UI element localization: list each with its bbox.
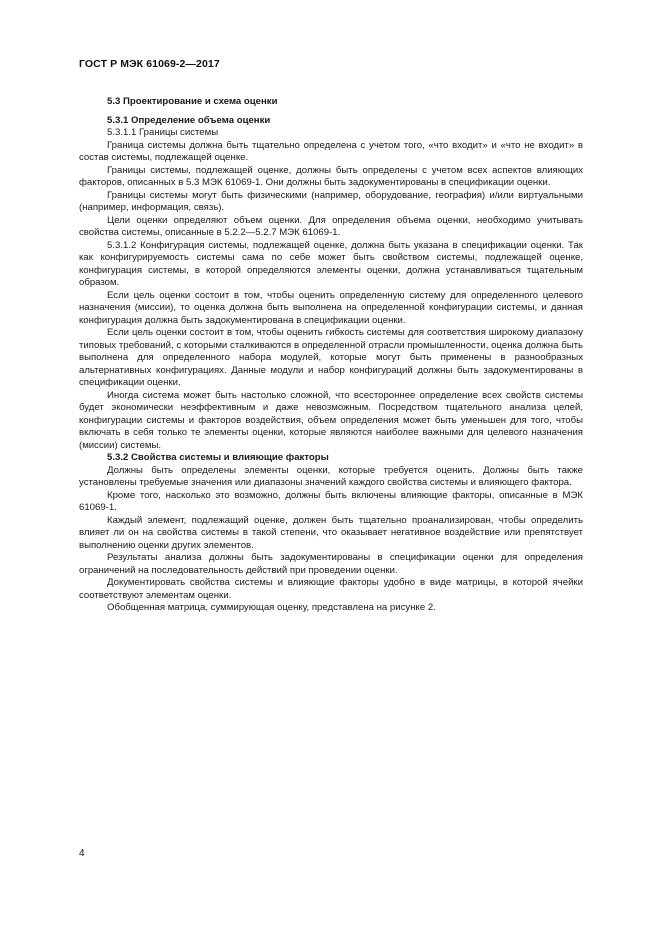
page-number: 4 (79, 848, 85, 859)
subsection-heading: 5.3.1 Определение объема оценки (107, 114, 271, 126)
paragraph: Цели оценки определяют объем оценки. Для определения объема оценки, необходимо учитывать свойства системы, описанные в 5.2.2—5.2.7 МЭК 61069-1. (79, 214, 583, 238)
standard-header: ГОСТ Р МЭК 61069-2—2017 (79, 58, 220, 70)
paragraph: Иногда система может быть настолько сложной, что всестороннее определение всех свойств системы будет экономически неэффективным и даже невозможным. Посредством тщательного анализа целей, конфигурации системы и факторов воздействия, объем определения может быть уменьшен для того, чтобы включать в себя только те элементы оценки, которые являются наиболее важными для целевого назначения (миссии) системы. (79, 389, 583, 451)
paragraph: Границы системы могут быть физическими (например, оборудование, география) и/или виртуальными (например, информация, связь). (79, 189, 583, 213)
item-heading: 5.3.1.1 Границы системы (107, 127, 219, 138)
paragraph: Граница системы должна быть тщательно определена с учетом того, «что входит» и «что не входит» в состав системы, подлежащей оценке. (79, 139, 583, 163)
section-heading: 5.3 Проектирование и схема оценки (107, 96, 278, 107)
paragraph: Должны быть определены элементы оценки, которые требуется оценить. Должны быть также установлены требуемые значения или диапазоны значений каждого свойства системы и влияющего фактора. (79, 464, 583, 488)
paragraph: Документировать свойства системы и влияющие факторы удобно в виде матрицы, в которой ячейки соответствуют элементам оценки. (79, 577, 583, 601)
paragraph: 5.3.1.2 Конфигурация системы, подлежащей оценке, должна быть указана в спецификации оценки. Так как конфигурируемость системы сама по себе может быть свойством системы, подлежащей оценке, конфигурация системы, в которой определяются элементы оценки, должна устанавливаться тщательным образом. (79, 239, 583, 288)
document-body (79, 90, 583, 615)
paragraph: Если цель оценки состоит в том, чтобы оценить определенную систему для определенного целевого назначения (миссии), то оценка должна быть выполнена на определенной конфигурации системы, и данная конфигурация должна быть задокументирована в спецификации оценки. (79, 289, 583, 326)
paragraph: Обобщенная матрица, суммирующая оценку, представлена на рисунке 2. (107, 602, 436, 613)
subsection-heading: 5.3.2 Свойства системы и влияющие факторы (107, 452, 329, 463)
paragraph: Каждый элемент, подлежащий оценке, должен быть тщательно проанализирован, чтобы определить влияет ли он на свойства системы в такой степени, что оказывает негативное воздействие или препятствует выполнению оценки других элементов. (79, 514, 583, 551)
paragraph: Границы системы, подлежащей оценке, должны быть определены с учетом всех аспектов влияющих факторов, описанных в 5.3 МЭК 61069-1. Они должны быть задокументированы в спецификации оценки. (79, 164, 583, 188)
paragraph: Кроме того, насколько это возможно, должны быть включены влияющие факторы, описанные в МЭК 61069-1. (79, 489, 583, 513)
paragraph: Если цель оценки состоит в том, чтобы оценить гибкость системы для соответствия широкому диапазону типовых требований, с которыми сталкиваются в определенной отрасли промышленности, оценка должна быть выполнена для определенного набора модулей, которые могут быть применены в разнообразных альтернативных конфигурациях. Данные модули и набор конфигураций должны быть задокументированы в спецификации оценки. (79, 327, 583, 388)
paragraph: Результаты анализа должны быть задокументированы в спецификации оценки для определения ограничений на последовательность действий при проведении оценки. (79, 552, 583, 576)
